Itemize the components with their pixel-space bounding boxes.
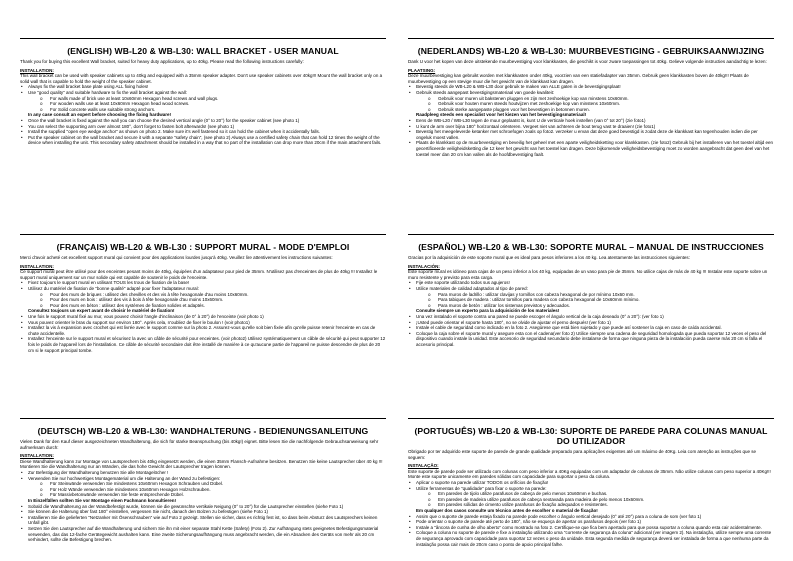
section-francais bbox=[20, 234, 386, 408]
instruction-list bbox=[408, 84, 774, 157]
bullet-item: • Utilisez du matériel de fixation de "bonne qualité" adapté pour fixer l'adaptateur mural: bbox=[20, 286, 386, 292]
section-title: (ESPAÑOL) WB-L20 & WB-L30: SOPORTE MURAL – MANUAL DE INSTRUCCIONES bbox=[418, 242, 764, 252]
section-label: PLAATSING: bbox=[408, 67, 436, 73]
sub-item: o Gebruik voor houten muren steeds houtvijzen met zeshoekige kop van minstens 10x60mm. bbox=[408, 101, 774, 107]
instruction-list bbox=[20, 280, 386, 353]
section-divider bbox=[20, 234, 386, 235]
bullet-item: • Always fix the wall bracket base plate using ALL fixing holes! bbox=[20, 84, 386, 90]
section-intro: Dank U voor het kopen van deze uitstekende muurbevestiging voor klankkasten, die geschikt is voor zware toepassingen tot 40kg. Gelieve volgende instructies aandachtig te lezen: bbox=[408, 59, 767, 64]
bullet-item: • Plaats de klankkast op de muurbevestiging en beveilig het geheel met een aparte veiligheidsketting voor klankkasten. (zie foto2) Gebruik bij het installeren van het toestel altijd een gecertificeerde veiligheidsketting die 12 keer het gewicht van het toestel kan dragen. Deze bijkomende veiligheidsbevestiging moet zo worden aangebracht dat geen deel van het toestel meer dan 20 cm kan vallen als de hoofdbevestiging faalt. bbox=[408, 140, 774, 157]
bullet-item: • Aplicar o suporte na parede utilizar TODOS os orifícios de fixação! bbox=[408, 480, 774, 486]
section-label: INSTALLATION: bbox=[20, 453, 54, 459]
bullet-item: • Una vez instalado el soporte contra una pared se puede escoger el ángulo vertical de la caja deseado (0° a 20°): (ver foto 1) bbox=[408, 314, 774, 320]
bullet-item: • Gebruik steeds aangepast bevestigingsmateriaal van goede kwaliteit: bbox=[408, 90, 774, 96]
bullet-item: • Instale el cable de seguridad como indicado en la foto 2. Asegúrese que está bien sujetado y que puede así sostener la caja en caso de caída accidental. bbox=[408, 325, 774, 331]
sub-item: o Em paredes de tijolo utilize parafusos de cabeça de pelo menos 10x60mm e buchas. bbox=[408, 491, 774, 497]
sub-item: o Em paredes sólidas de cimento utilize parafusos de fixação adequados e resistentes. bbox=[408, 502, 774, 508]
section-label: INSTALACIÓN: bbox=[408, 263, 440, 269]
section-intro: Obrigado por ter adquirido este suporte de parede de grande qualidade preparado para aplicações exigentes até um máximo de 40Kg. Leia com atenção as instruções que se seguem: bbox=[408, 449, 756, 460]
section-body: This wall bracket can be used with speaker cabinets up to 40kg and equipped with a 35mm speaker adapter. Don't use speaker cabinets over 40kg!!! Mount the wall bracket only on a solid wall that is capable to hold the weight of the speaker cabinet. bbox=[20, 73, 383, 84]
bullet-item: • Setzen Sie den Lautsprecher auf die Wandhalterung und sichern Sie ihn mit einer separate Stahl Kette (Safety) (Foto 2). Zur Aufhängung stets geeignetes Befestigungsmaterial verwenden, das das 12-fache Gerätegewicht aushalten kann. Eine zweite Sicherungsaufhängung muss angebracht werden, die ein Absacken des Geräts von mehr als 20 cm verhindert, sollte die Befestigung brechen. bbox=[20, 526, 386, 543]
bullet-item: • Coloque la caja sobre el soporte mural y asegure esta con el cadena(ver foto 2) Utilice siempre una cadena de seguridad homologada que pueda soportar 12 veces el peso del dispositivo cuando instale la unidad. Este accesorio de seguridad secundario debe instalarse de forma que ninguna pieza de la instalación pueda caerse más 20 cm si falla el accesorio principal. bbox=[408, 331, 774, 348]
section-body: Este soporte mural es idóneo para cajas de un peso inferior a los 40 kg, equipadas de un vaso para pie de 35mm. No utilice cajas de más de 40 kg !!! Instalar este soporte sobre un muro resistente y previsto para esta carga. bbox=[408, 269, 768, 280]
section-body: Ce support mural peut être utilisé pour des enceintes pesant moins de 40kg, équipées d'un adaptateur pour pied de 35mm. N'utilisez pas d'enceintes de plus de 40kg !!! Installez le support mural uniquement sur un mur solide qui est capable de soutenir le poids de l'enceinte. bbox=[20, 269, 378, 280]
section-title: (PORTUGUÊS) WB-L20 & WB-L30: SUPORTE DE PAREDE PARA COLUNAS MANUAL DO UTILIZADOR bbox=[414, 426, 768, 446]
bullet-item: • Sie können die Halterung über fast 180° einstellen, vergessen Sie nicht, danach den Bolzen zu befestigen (siehe Foto 1) bbox=[20, 509, 386, 515]
bullet-item: • Bevestig het meegeleverde ketanker met schroefogen zoals op foto2. verzeker u ervan dat deze goed bevestigd is zodat deze de klankkast kan tegenhouden indien die per ongeluk moest vallen. bbox=[408, 129, 774, 140]
sub-item: o Para muros de ladrillo : utilizar clavijas y tornillos con cabeza hexagonal de por mínimo 10x60 mm. bbox=[408, 292, 774, 298]
bullet-item: • You can select the supporting arm over almost 180°, don't forget to fasten bolt afterwards! (see photo 1) bbox=[20, 124, 386, 130]
bullet-item: • Une fois le support mural fixé au mur, vous pouvez choisir l'angle d'inclinaison (de 0° à 20°) de l'enceinte (voir photo 1) bbox=[20, 314, 386, 320]
section-intro: Thank you for buying this excellent Wall bracket, suited for heavy duty applications, up to 40kg. Please read the following instructions carefully: bbox=[20, 59, 304, 64]
bullet-item: • Once the wall bracket is fixed against the wall you can choose the desired vertical angle (0° to 20°) for the speaker cabinet (see photo 1) bbox=[20, 118, 386, 124]
note-item: In Einzelfällen sollten Sie vor Montage einen Fachmann konsultieren! bbox=[28, 497, 177, 503]
section-label: INSTALAÇÃO: bbox=[408, 463, 439, 469]
note-item: Raadpleeg steeds een specialist voor het kiezen van het bevestigingsmateriaal! bbox=[416, 112, 587, 118]
section-intro: Gracias por la adquisición de este soporte mural que es ideal para pesos inferiores a los 40 kg. Lea atentamente las instrucciones siguientes: bbox=[408, 255, 690, 260]
section-espanol bbox=[408, 234, 774, 408]
bullet-item: • Utilice materiales de calidad adaptados al tipo de pared: bbox=[408, 286, 774, 292]
sub-item: o For wooden walls use at least 10x60mm Hexagon head wood screws. bbox=[20, 101, 386, 107]
bullet-item: • Put the speaker cabinet on the wall bracket and secure it with a separate "safety chain", (see photo 2) Always use a certified safety chain that can hold 12 times the weight of the device when installing the unit. This secondary safety attachment should be installed in a way that no part of the installation can drop more than 20cm if the main attachment fails. bbox=[20, 135, 386, 146]
instruction-list bbox=[408, 280, 774, 347]
bullet-item: • Vous pouvez orienter le bras du support sur environ 180°. Après cela, n'oubliez de fixer le boulon ! (voir photo1) bbox=[20, 320, 386, 326]
section-divider bbox=[408, 418, 774, 419]
section-portugues bbox=[408, 418, 774, 561]
bullet-item: • Assim que o suporte de parede esteja fixado na parede pode escolher o ângulo vertical desejado (0° até 20°) para a coluna de som (ver foto 1) bbox=[408, 514, 774, 520]
section-body: Diese Wandhalterung kann zur Montage von Lautsprechern bis 40kg eingesetzt werden, die einen 35mm Flansch-Aufnahme besitzen. Benutzen Sie keine Lautsprecher über 40 kg !!! Montieren Sie die Wandhalterung nur an Wänden, die das hohe Gewicht der Lautsprecher tragen können. bbox=[20, 458, 383, 470]
note-item: In any case consult an expert before choosing the fixing hardware! bbox=[28, 112, 172, 118]
bullet-item: • Pode orientar o suporte de parede até perto de 180°, não se esqueça de apertar os parafusos depois (ver foto 1) bbox=[408, 519, 774, 525]
section-body: Este suporte de parede pode ser utilizado com colunas com peso inferior a 40Kg equipadas com um adaptador de colunas de 35mm. Não utilize colunas com peso superior a 40Kg!!! Monte este suporte unicamente em paredes sólidas com capacidade para suportar o peso da coluna. bbox=[408, 468, 771, 480]
section-body: Deze muurbevestiging kan gebruikt worden met klankkasten onder 40kg, voorzien van een statiefadapter van 35mm. Gebruik geen klankkasten boven de 40kg!!! Plaats de muurbevestiging op een stevige muur die het gewicht van de klankkast kan dragen. bbox=[408, 73, 749, 84]
sub-item: o Gebruik sterke aangepaste pluggen voor het bevestigen in betonnen muren. bbox=[408, 107, 774, 113]
sub-item: o Gebruik voor muren uit bakstenen pluggen en zijn met zeshoekige kop van minstens 10x60mm. bbox=[408, 96, 774, 102]
sub-item: o For Solid concrete walls use suitable strong anchors. bbox=[20, 107, 386, 113]
bullet-item: • Use "good quality" and suitable hardware to fix the wall bracket against the wall: bbox=[20, 90, 386, 96]
bullet-item: • Zur Befestigung der Wandhalterung benutzen Sie alle Montagelöcher ! bbox=[20, 470, 386, 476]
sub-item: o Für Massivbetonwände verwenden Sie feste entsprechende Dübel. bbox=[20, 492, 386, 498]
instruction-list bbox=[20, 470, 386, 543]
bullet-item: • Verwenden Sie nur hochwertiges Montagematerial um die Halterung an der Wand zu befestigen: bbox=[20, 476, 386, 482]
instruction-list bbox=[408, 480, 774, 547]
note-item: Consulte siempre un experto para la adquisición de los materiales! bbox=[416, 308, 560, 314]
sub-item: o Für Holz Wände verwenden Sie mindestens 10x60mm Hexagon Holzschrauben. bbox=[20, 487, 386, 493]
bullet-item: • Eens de WB-L20 / WB-L30 tegen de muur geplaatst is, kunt U de verticale hoek instellen (van 0° tot 20°) (zie foto1) bbox=[408, 118, 774, 124]
sub-item: o Para tabiques de madera : utilizar tornillos para madera con cabeza hexagonal de 10x60mm mínimo. bbox=[408, 297, 774, 303]
section-label: INSTALLATION: bbox=[20, 67, 54, 73]
section-deutsch bbox=[20, 418, 386, 561]
bullet-item: • Instale a "âncora de cunha de olho aberto" como mostrado na foto 2. Certifique-se que fica bem apertado para que possa suportar a coluna quando esta cair acidentalmente. bbox=[408, 525, 774, 531]
bullet-item: • Installez la vis à expansion avec crochet qui est livrée avec le support comme sur la photo 2. Assurez-vous qu'elle soit bien fixée afin qu'elle puisse retenir l'enceinte en cas de chute accidentelle. bbox=[20, 325, 386, 336]
sub-item: o Für Steinwände verwenden Sie mindestens 10x60mm Hexagon Schrauben und Dübel. bbox=[20, 481, 386, 487]
note-item: Consultez toujours un expert avant de choisir le matériel de fixation! bbox=[28, 308, 175, 314]
bullet-item: • Coloque a coluna no suporte de parede e fixe a instalação utilizando uma "corrente de segurança da coluna" adicional (ver imagem 2). Na instalação, utilize sempre uma corrente de segurança aprovado com capacidade para suportar 12 vezes o peso da unidade. Esta segunda medida de segurança deverá ser instalada de forma a que nenhuma parte da instalação possa cair mais de 20cm caso o ponto de apoio principal falhe. bbox=[408, 530, 774, 547]
section-title: (NEDERLANDS) WB-L20 & WB-L30: MUURBEVESTIGING - GEBRUIKSAANWIJZING bbox=[417, 46, 765, 56]
section-divider bbox=[20, 418, 386, 419]
sub-item: o Pour des murs en béton : utilisez des systèmes de fixation solides et adaptés. bbox=[20, 303, 386, 309]
bullet-item: • Install the supplied "open eye wedge anchor" as shown on photo 2. Make sure it's well fastened so it can hold the cabinet when it accidentally falls. bbox=[20, 129, 386, 135]
bullet-item: • Fixez toujours le support mural en utilisant TOUS les trous de fixation de la base! bbox=[20, 280, 386, 286]
section-english bbox=[20, 38, 386, 224]
bullet-item: • Bevestig steeds de WB-L20 & WB-L30 door gebruik te maken van ALLE gaten in de bevestigingsplaat! bbox=[408, 84, 774, 90]
bullet-item: • Installez l'enceinte sur le support mural et sécurisez la avec un câble de sécurité pour enceintes. (voir photo2) Utilisez systématiquement un câble de sécurité qui peut supporter 12 fois le poids de l'appareil lors de l'installation. Ce câble de sécurité secondaire doit être installé de manière à ce qu'aucune partie de l'appareil ne puisse descendre de plus de 20 cm si le support principal tombe. bbox=[20, 336, 386, 353]
bullet-item: • Sobald die Wandhalterung an der Wandbefestigt wurde, können sie die gewünschte vertikale Neigung (0° to 20°) für die Lautsprecher einstellen (siehe Foto 1) bbox=[20, 504, 386, 510]
section-divider bbox=[408, 234, 774, 235]
sub-item: o Para muros de betón : utilizar los sistemas previstos y adecuados. bbox=[408, 303, 774, 309]
section-title: (DEUTSCH) WB-L20 & WB-L30: WANDHALTERUNG - BEDIENUNGSANLEITUNG bbox=[37, 426, 369, 436]
bullet-item: • Utilize ferramentas de "qualidade" para fixar o suporte na parede: bbox=[408, 486, 774, 492]
sub-item: o Em paredes de madeira utilize parafusos de cabeça sextavada para madeira de pelo menos 10x60mm. bbox=[408, 497, 774, 503]
section-divider bbox=[20, 38, 386, 39]
section-title: (FRANÇAIS) WB-L20 & WB-L30 : SUPPORT MURAL - MODE D'EMPLOI bbox=[56, 242, 350, 252]
sub-item: o Pour des murs en bois : utilisez des vis à bois à tête hexagonale d'au moins 10x60mm. bbox=[20, 297, 386, 303]
section-nederlands bbox=[408, 38, 774, 224]
section-label: INSTALLATION: bbox=[20, 263, 54, 269]
bullet-item: • Installieren Sie die gelieferten "Netzanker mit Ösenschrauben" wie auf Foto 2 gezeigt. Stellen sie sicher, dass es richtig fest ist, so dass beim Absturz des Lautsprechers keinen Unfall gibt. bbox=[20, 515, 386, 526]
section-intro: Merci d'avoir acheté cet excellent support mural qui convient pour des applications lourdes jusqu'à 40kg. Veuillez lire attentivement les instructions suivantes: bbox=[20, 255, 333, 260]
sub-item: o For walls made of brick use at least 10x60mm Hexagon head screws and wall plugs. bbox=[20, 96, 386, 102]
note-item: Em qualquer dos casos consulte um técnico antes de escolher o material de fixação! bbox=[416, 507, 598, 513]
instruction-list bbox=[20, 84, 386, 146]
bullet-item: • U kunt de arm over bijna 180° horizontaal oriënteren. Vergeet niet van achteren de bout terug vast te draaien! (zie foto1) bbox=[408, 124, 774, 130]
section-title: (ENGLISH) WB-L20 & WB-L30: WALL BRACKET - USER MANUAL bbox=[67, 46, 339, 56]
section-divider bbox=[408, 38, 774, 39]
bullet-item: • ¡Usted puede orientar el soporte hasta 180°, no se olvide de ajustar el perno después! (ver foto 1) bbox=[408, 320, 774, 326]
sub-item: o Pour des murs de briques : utilisez des chevilles et des vis à tête hexagonale d'au moins 10x60mm. bbox=[20, 292, 386, 298]
bullet-item: • Fije este soporte utilizando todos sus agujeros! bbox=[408, 280, 774, 286]
section-intro: Vielen Dank für den Kauf dieser ausgezeichneten Wandhalterung, die sich für starke Beanspruchung (bis 40kg!) eignet. Bitte lesen Sie die nachfolgende Gebrauchsanweisung sehr aufmerksam durch: bbox=[20, 439, 379, 450]
